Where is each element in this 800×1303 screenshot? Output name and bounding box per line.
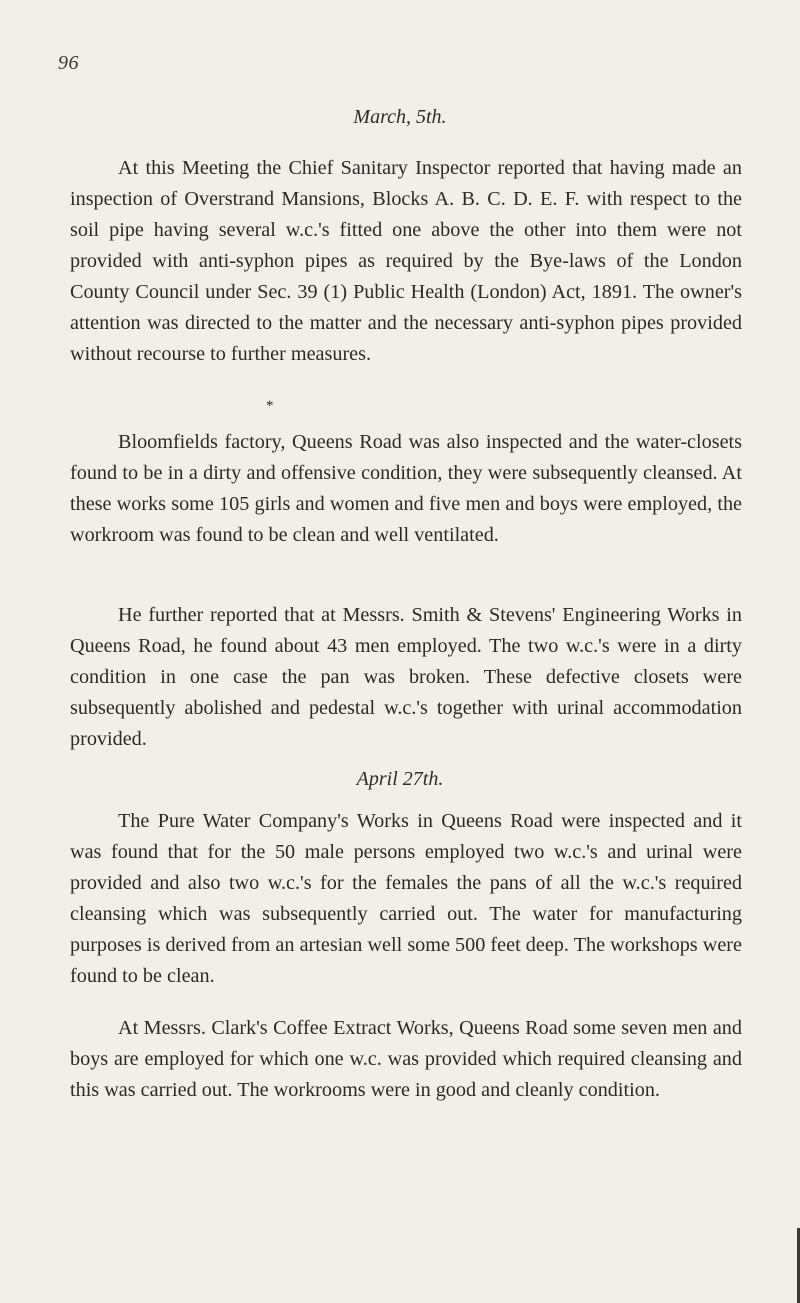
handwritten-asterisk-mark: * xyxy=(266,398,274,414)
date-heading-march: March, 5th. xyxy=(353,106,447,128)
paragraph-smith-stevens-works: He further reported that at Messrs. Smith & Stevens' Engineering Works in Queens Road, he found about 43 men employed. The two w.c.'s were in a dirty condition in one case the pan was broken. These defective closets were subsequently abolished and pedestal w.c.'s together with urinal accommodation provided. xyxy=(70,604,742,750)
paragraph-pure-water-company: The Pure Water Company's Works in Queens Road were inspected and it was found that for the 50 male persons employed two w.c.'s and urinal were provided and also two w.c.'s for the females the pans of all the w.c.'s required cleansing which was subsequently carried out. The water for manufacturing purposes is derived from an artesian well some 500 feet deep. The workshops were found to be clean. xyxy=(70,810,742,987)
paragraph-bloomfields-factory: Bloomfields factory, Queens Road was also inspected and the water-closets found to be in a dirty and offensive condition, they were subsequently cleansed. At these works some 105 girls and women and five men and boys were employed, the workroom was found to be clean and well ventilated. xyxy=(70,431,742,546)
paragraph-overstrand-mansions: At this Meeting the Chief Sanitary Inspector reported that having made an inspection of Overstrand Mansions, Blocks A. B. C. D. E. F. with respect to the soil pipe having several w.c.'s fitted one above the other into them were not provided with anti-syphon pipes as required by the Bye-laws of the London County Council under Sec. 39 (1) Public Health (London) Act, 1891. The owner's attention was directed to the matter and the necessary anti-syphon pipes provided without recourse to further measures. xyxy=(70,157,742,365)
paragraph-clarks-coffee-extract: At Messrs. Clark's Coffee Extract Works, Queens Road some seven men and boys are employed for which one w.c. was provided which required cleansing and this was carried out. The workrooms were in good and cleanly condition. xyxy=(70,1017,742,1101)
page-number: 96 xyxy=(58,52,79,74)
date-heading-april: April 27th. xyxy=(356,768,444,790)
